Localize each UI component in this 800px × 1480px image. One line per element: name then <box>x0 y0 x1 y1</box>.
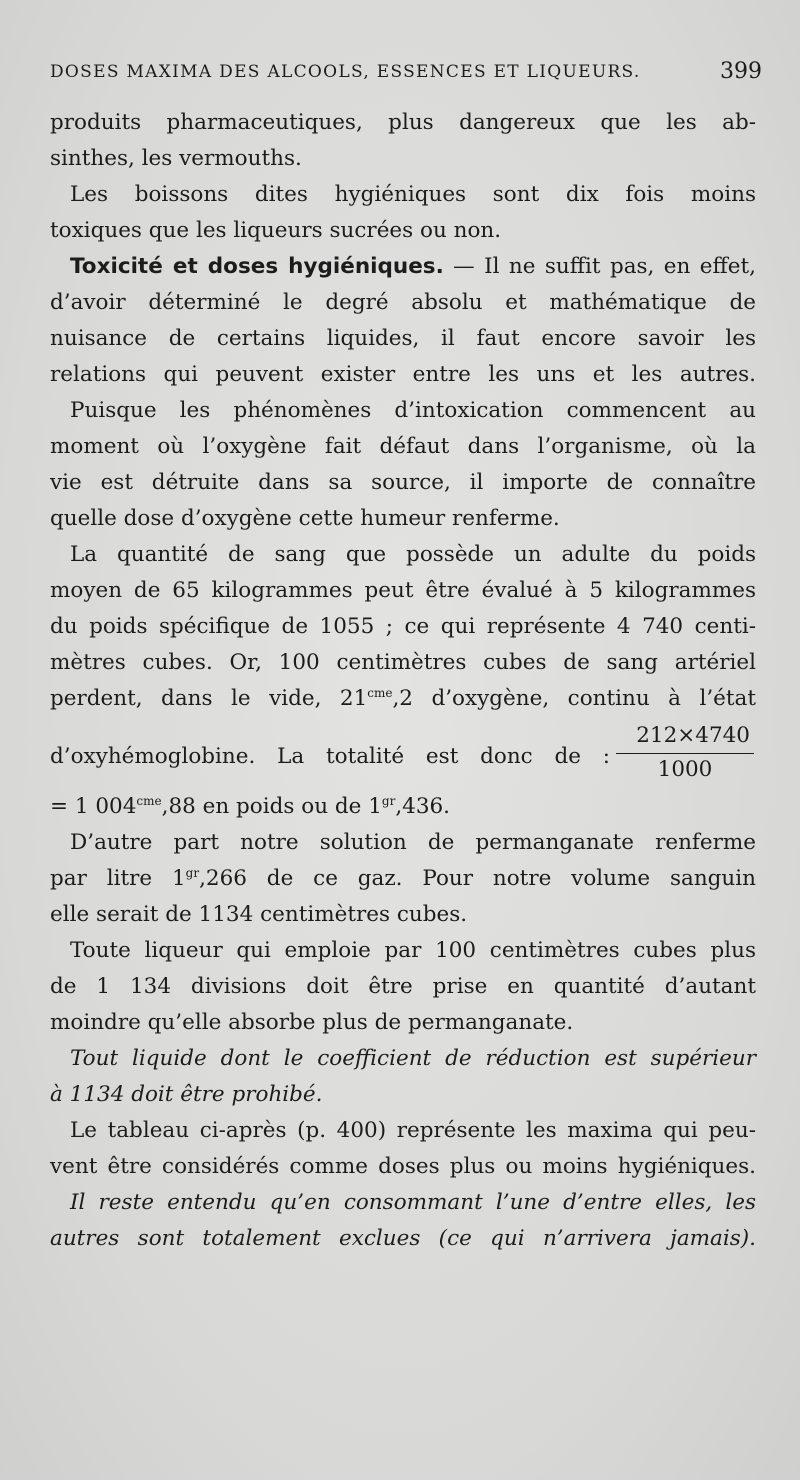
section-heading-line <box>50 249 756 285</box>
text-line <box>50 861 756 897</box>
text-line: moindre qu’elle absorbe plus de permanganate. <box>50 1010 574 1035</box>
italic-line: Tout liquide dont le coefficient de réduction est supérieur <box>70 1046 756 1071</box>
text-line: La quantité de sang que possède un adulte du poids <box>70 542 756 567</box>
text-span: d’oxyhémoglobine. La totalité est donc de : <box>50 744 610 769</box>
text-span: = 1 004 <box>50 794 137 819</box>
text-span: ,2 d’oxygène, continu à l’état <box>392 686 757 711</box>
result-line <box>50 789 756 825</box>
text-span: ,88 en poids ou de 1 <box>161 794 382 819</box>
text-line: du poids spécifique de 1055 ; ce qui représente 4 740 centi- <box>50 614 756 639</box>
text-span: — Il ne suffit pas, en effet, <box>443 254 756 279</box>
superscript-unit: cme <box>136 794 162 808</box>
text-line: d’avoir déterminé le degré absolu et mathématique de <box>50 290 756 315</box>
fraction-line <box>50 719 756 789</box>
section-heading: Toxicité et doses hygiéniques. <box>70 254 444 279</box>
text-line: toxiques que les liqueurs sucrées ou non. <box>50 218 502 243</box>
text-line: mètres cubes. Or, 100 centimètres cubes de sang artériel <box>50 650 756 675</box>
superscript-unit: cme <box>367 686 393 700</box>
text-line: D’autre part notre solution de permanganate renferme <box>70 830 756 855</box>
running-header <box>50 59 762 84</box>
text-line: relations qui peuvent exister entre les uns et les autres. <box>50 362 756 387</box>
text-span: par litre 1 <box>50 866 186 891</box>
text-span: ,436. <box>395 794 451 819</box>
superscript-unit: gr <box>381 794 396 808</box>
italic-line: Il reste entendu qu’en consommant l’une d’entre elles, les <box>70 1190 756 1215</box>
text-line: sinthes, les vermouths. <box>50 146 302 171</box>
text-line: moyen de 65 kilogrammes peut être évalué à 5 kilogrammes <box>50 578 756 603</box>
running-title: DOSES MAXIMA DES ALCOOLS, ESSENCES ET LIQUEURS. <box>50 62 641 82</box>
text-line: vent être considérés comme doses plus ou moins hygiéniques. <box>50 1154 756 1179</box>
text-span: perdent, dans le vide, 21 <box>50 686 368 711</box>
fraction-numerator: 212×4740 <box>616 719 754 754</box>
fraction <box>616 719 754 786</box>
text-line: Puisque les phénomènes d’intoxication commencent au <box>70 398 756 423</box>
text-line: Les boissons dites hygiéniques sont dix fois moins <box>70 182 756 207</box>
text-line: vie est détruite dans sa source, il importe de connaître <box>50 470 756 495</box>
text-line: elle serait de 1134 centimètres cubes. <box>50 902 468 927</box>
text-line: Le tableau ci-après (p. 400) représente les maxima qui peu- <box>70 1118 756 1143</box>
text-line <box>50 681 756 717</box>
text-span: ,266 de ce gaz. Pour notre volume sanguin <box>199 866 756 891</box>
italic-line: autres sont totalement exclues (ce qui n’arrivera jamais). <box>50 1226 756 1251</box>
italic-line: à 1134 doit être prohibé. <box>50 1082 323 1107</box>
text-line: produits pharmaceutiques, plus dangereux que les ab- <box>50 110 756 135</box>
superscript-unit: gr <box>185 866 200 880</box>
fraction-denominator: 1000 <box>657 757 713 782</box>
text-line: quelle dose d’oxygène cette humeur renferme. <box>50 506 560 531</box>
text-line: Toute liqueur qui emploie par 100 centimètres cubes plus <box>70 938 756 963</box>
text-line: nuisance de certains liquides, il faut encore savoir les <box>50 326 756 351</box>
page-number: 399 <box>720 59 762 84</box>
text-line: moment où l’oxygène fait défaut dans l’organisme, où la <box>50 434 756 459</box>
page-body <box>50 105 756 1257</box>
text-line: de 1 134 divisions doit être prise en quantité d’autant <box>50 974 756 999</box>
